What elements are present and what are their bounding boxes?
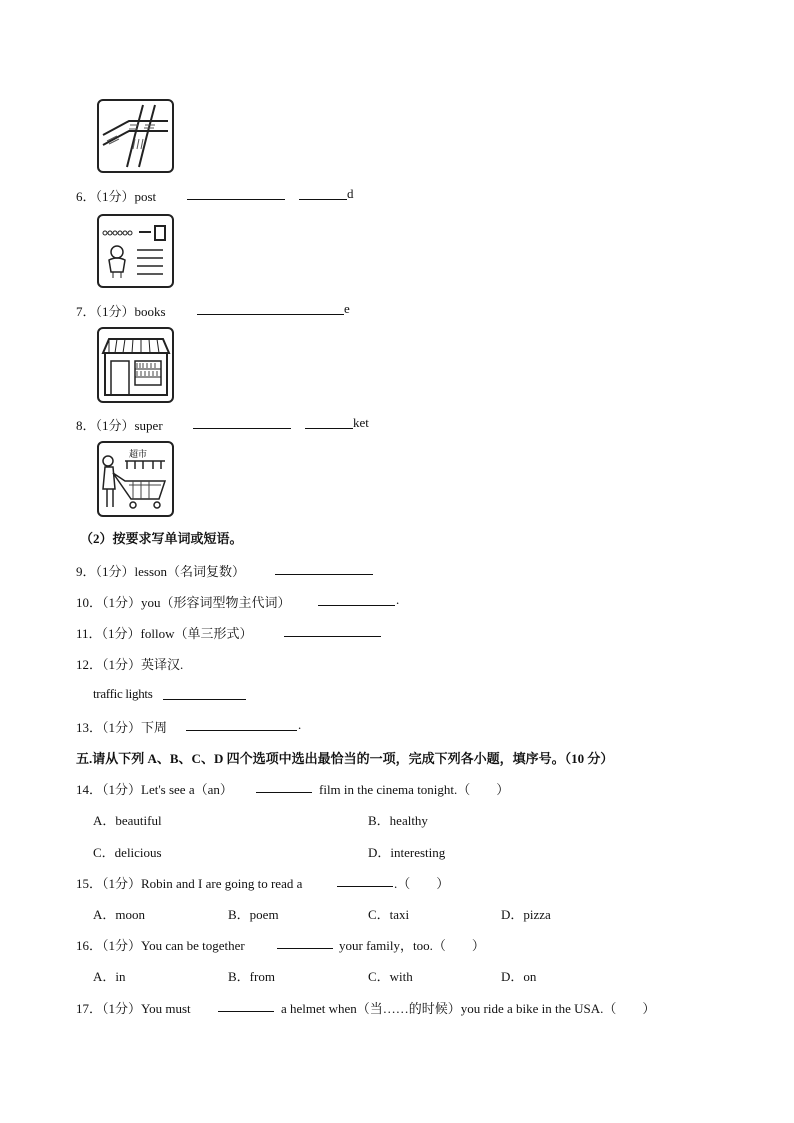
answer-6-blank-1[interactable] <box>187 187 285 200</box>
answer-8-blank-1[interactable] <box>193 416 291 429</box>
bookstore-picture <box>97 327 174 403</box>
answer-6-blank-2[interactable] <box>299 187 347 200</box>
question-7-suffix: e <box>344 301 350 316</box>
question-14-stem: 14．（1分）Let's see a（an） <box>76 782 233 797</box>
question-16-stem: 16．（1分）You can be together <box>76 938 245 953</box>
answer-10-blank[interactable] <box>318 593 395 606</box>
question-7 <box>76 301 166 320</box>
answer-12-blank[interactable] <box>163 687 246 700</box>
option-14-c[interactable]: C．delicious <box>93 845 162 860</box>
question-13: 13．（1分）下周 <box>76 720 168 735</box>
question-12-term: traffic lights <box>93 686 153 701</box>
answer-15-blank[interactable] <box>337 874 393 887</box>
question-14-rest: film in the cinema tonight.（ ） <box>319 782 510 797</box>
question-8-suffix: ket <box>353 415 369 430</box>
question-9: 9．（1分）lesson（名词复数） <box>76 564 246 579</box>
answer-7-blank[interactable] <box>197 302 344 315</box>
supermarket-sign: 超市 <box>129 450 148 460</box>
option-15-b[interactable]: B．poem <box>228 907 279 922</box>
question-8 <box>76 415 163 434</box>
question-7-text: 7．（1分）books <box>76 304 166 319</box>
crossroad-picture <box>97 99 174 173</box>
question-16-rest: your family，too.（ ） <box>339 938 485 953</box>
question-6-text: 6．（1分）post <box>76 189 157 204</box>
question-17-rest: a helmet when（当……的时候）you ride a bike in the USA.（ ） <box>281 1001 656 1016</box>
section-5-title: 五.请从下列 A、B、C、D 四个选项中选出最恰当的一项，完成下列各小题，填序号。（10 分） <box>76 751 614 766</box>
question-12: 12．（1分）英译汉. <box>76 657 184 672</box>
answer-13-blank[interactable] <box>186 718 297 731</box>
question-15-rest: .（ ） <box>394 876 450 891</box>
answer-8-blank-2[interactable] <box>305 416 353 429</box>
question-17-stem: 17．（1分）You must <box>76 1001 191 1016</box>
option-16-a[interactable]: A．in <box>93 969 126 984</box>
question-11: 11．（1分）follow（单三形式） <box>76 626 253 641</box>
crossroad-icon <box>99 101 172 171</box>
option-16-c[interactable]: C．with <box>368 969 413 984</box>
answer-14-blank[interactable] <box>256 780 312 793</box>
answer-9-blank[interactable] <box>275 562 373 575</box>
question-10: 10．（1分）you（形容词型物主代词） <box>76 595 291 610</box>
question-10-end: . <box>396 592 400 607</box>
answer-16-blank[interactable] <box>277 936 333 949</box>
supermarket-picture <box>97 441 174 517</box>
option-16-b[interactable]: B．from <box>228 969 275 984</box>
option-15-a[interactable]: A．moon <box>93 907 146 922</box>
option-16-d[interactable]: D．on <box>501 969 537 984</box>
postcard-icon <box>99 216 172 286</box>
bookstore-icon <box>99 329 172 401</box>
option-14-b[interactable]: B．healthy <box>368 813 428 828</box>
supermarket-icon <box>99 443 172 515</box>
option-15-d[interactable]: D．pizza <box>501 907 551 922</box>
option-14-a[interactable]: A．beautiful <box>93 813 162 828</box>
question-6 <box>76 186 156 205</box>
section-2-title: （2）按要求写单词或短语。 <box>80 531 243 546</box>
question-6-suffix: d <box>347 186 354 201</box>
option-14-d[interactable]: D．interesting <box>368 845 446 860</box>
question-13-end: . <box>298 717 302 732</box>
postcard-picture <box>97 214 174 288</box>
option-15-c[interactable]: C．taxi <box>368 907 410 922</box>
answer-11-blank[interactable] <box>284 624 381 637</box>
answer-17-blank[interactable] <box>218 999 274 1012</box>
question-8-text: 8．（1分）super <box>76 418 163 433</box>
question-15-stem: 15．（1分）Robin and I are going to read a <box>76 876 303 891</box>
